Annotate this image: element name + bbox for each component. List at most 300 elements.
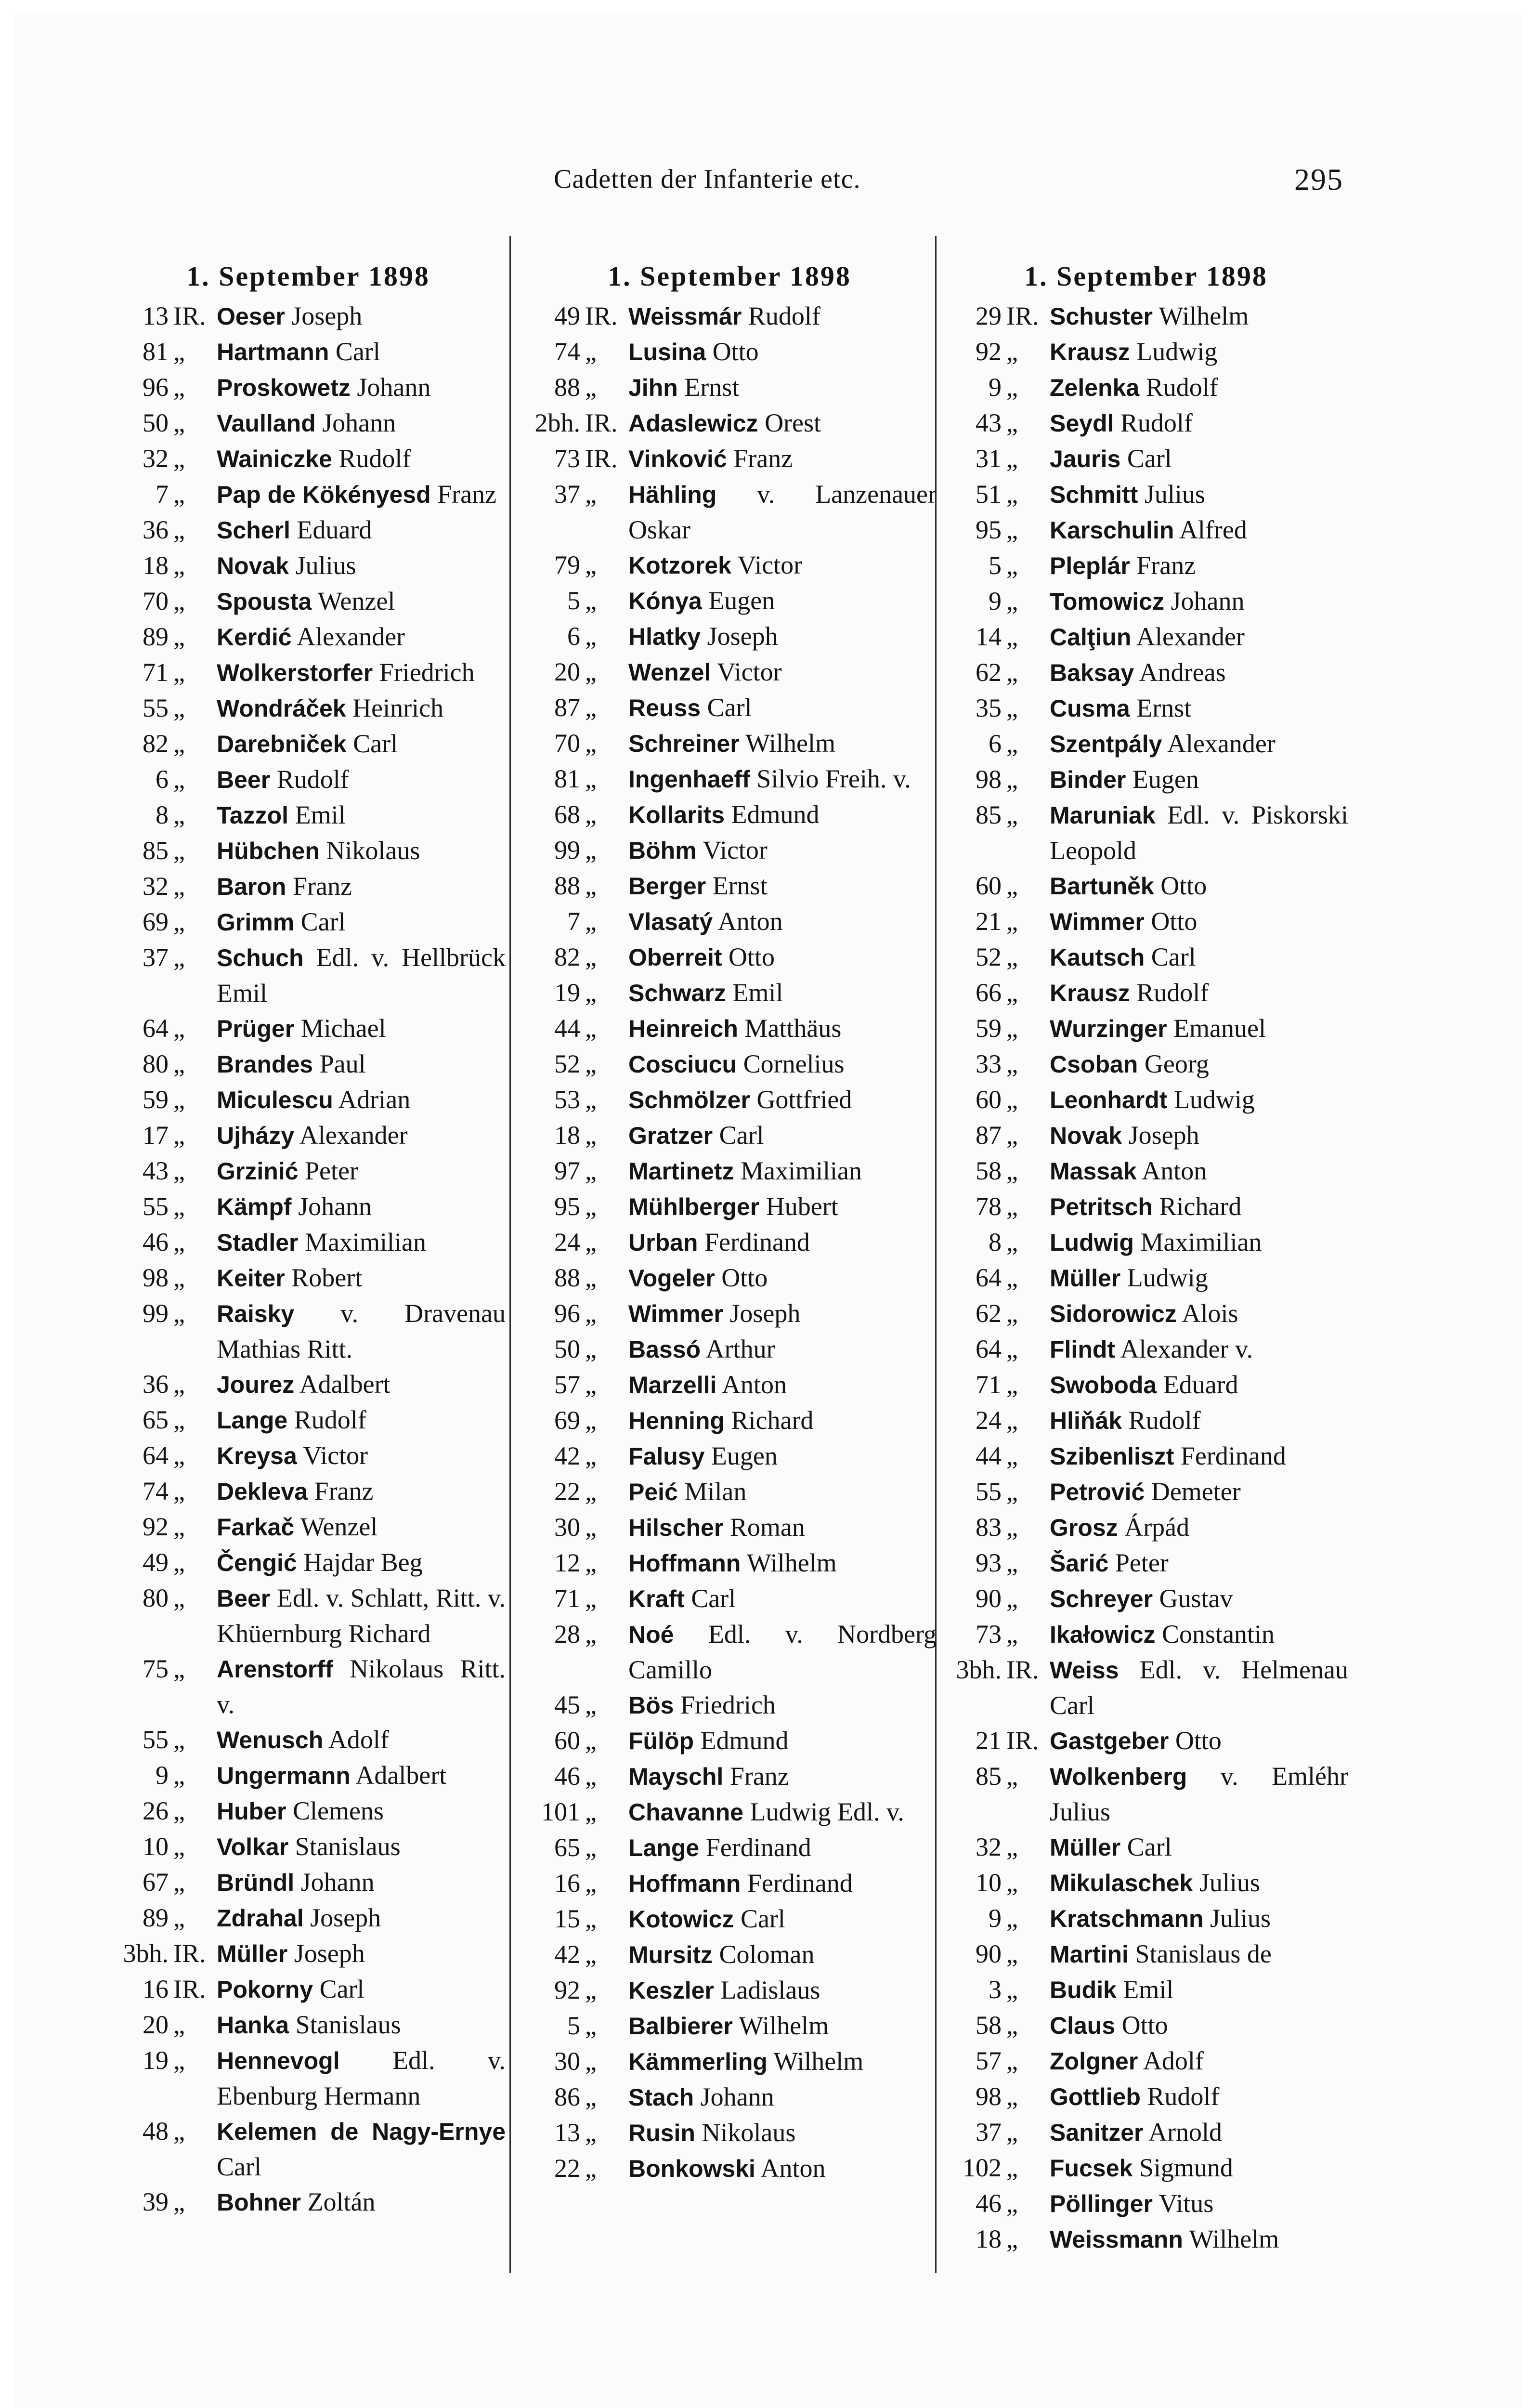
cadet-name [628, 1332, 937, 1367]
cadet-name [628, 1118, 937, 1153]
given-name: Nikolaus Ritt. v. [217, 1654, 506, 1719]
list-item [522, 2044, 937, 2080]
cadet-name [628, 2044, 937, 2080]
list-item [111, 477, 506, 512]
regiment-number: 55 [143, 1192, 169, 1221]
given-name: Adolf [328, 1725, 389, 1754]
unit-type: „ [173, 800, 185, 829]
unit-type: „ [585, 1192, 597, 1221]
regiment-number: 28 [554, 1620, 580, 1649]
given-name: Otto [712, 337, 759, 366]
unit-type: „ [585, 1228, 597, 1256]
list-item [111, 1189, 506, 1225]
space [1117, 1975, 1123, 2004]
cadet-name [217, 370, 506, 406]
surname: Volkar [217, 1833, 289, 1860]
surname: Ungermann [217, 1762, 351, 1789]
cadet-name [217, 2114, 506, 2185]
space [288, 800, 295, 829]
cadet-name [217, 1651, 506, 1722]
given-name: Julius [1144, 480, 1205, 509]
regiment-number: 98 [143, 1263, 169, 1292]
unit-type: „ [585, 1406, 597, 1435]
surname: Mayschl [628, 1763, 724, 1790]
surname: Jihn [628, 374, 678, 401]
regiment-number: 16 [554, 1869, 580, 1898]
unit-type: „ [1006, 694, 1018, 722]
space [1129, 1939, 1135, 1968]
given-name: Johann [298, 1192, 372, 1221]
cadet-name [217, 1047, 506, 1082]
regiment-number: 32 [143, 872, 169, 901]
regiment-number: 45 [554, 1690, 580, 1719]
unit-type: „ [173, 1796, 185, 1825]
regiment-number: 46 [554, 1762, 580, 1791]
regiment-number: 46 [976, 2189, 1002, 2218]
surname: Wondráček [217, 695, 346, 722]
given-name: Wilhelm [1189, 2225, 1279, 2253]
unit-type: „ [585, 1726, 597, 1755]
space [697, 836, 703, 864]
space [1120, 1263, 1127, 1292]
list-item [522, 299, 937, 334]
unit-type: „ [1006, 1406, 1018, 1435]
given-name: Heinrich [352, 694, 444, 722]
surname: Grimm [217, 909, 295, 936]
regiment-number: 20 [554, 657, 580, 686]
space [678, 1477, 685, 1506]
unit-type: „ [173, 515, 185, 544]
unit-type: „ [173, 1761, 185, 1790]
surname: Bohner [217, 2189, 301, 2216]
cadet-name [217, 833, 506, 869]
regiment-number: 7 [567, 907, 580, 936]
given-name: Ferdinand [1180, 1441, 1286, 1470]
cadet-name [1050, 1937, 1348, 1972]
unit-type: „ [1006, 871, 1018, 900]
unit-type: „ [173, 872, 185, 901]
list-item [944, 975, 1348, 1011]
surname: Martini [1050, 1941, 1129, 1968]
cadet-name [1050, 1403, 1348, 1439]
unit-type: „ [585, 2118, 597, 2147]
given-name: Gottfried [756, 1085, 852, 1114]
given-name: Rudolf [338, 444, 411, 473]
list-item [111, 1758, 506, 1793]
list-item [522, 1937, 937, 1973]
list-item [111, 2043, 506, 2114]
cadet-name [217, 1296, 506, 1367]
space [290, 515, 297, 544]
cadet-name [628, 797, 937, 833]
surname: Heinreich [628, 1015, 738, 1042]
regiment-number: 59 [143, 1085, 169, 1114]
unit-type: „ [585, 2082, 597, 2111]
surname: Stach [628, 2084, 694, 2111]
given-name: Edl. v. Helmenau Carl [1050, 1655, 1348, 1720]
space [351, 1761, 356, 1790]
surname: Hoffmann [628, 1870, 741, 1897]
space [270, 765, 277, 794]
list-item [111, 1402, 506, 1438]
unit-type: „ [1006, 1975, 1018, 2004]
regiment-number: 52 [554, 1049, 580, 1078]
regiment-number: 73 [554, 444, 580, 473]
list-item [944, 1937, 1348, 1972]
regiment-number: 43 [976, 408, 1002, 437]
regiment-number: 29 [976, 301, 1002, 330]
regiment-number: 6 [567, 622, 580, 651]
regiment-number: 20 [143, 2010, 169, 2039]
given-name: Ludwig [1136, 337, 1218, 366]
list-item [111, 2185, 506, 2220]
given-name: Roman [729, 1513, 805, 1542]
regiment-number: 60 [976, 1085, 1002, 1114]
surname: Schreyer [1050, 1585, 1153, 1612]
cadet-name [628, 1830, 937, 1866]
given-name: Eugen [708, 586, 775, 615]
list-item [944, 512, 1348, 548]
given-name: Otto [1175, 1726, 1222, 1755]
given-name: Clemens [292, 1796, 384, 1825]
list-item [111, 1438, 506, 1474]
given-name: Maximilian [740, 1156, 862, 1185]
space [713, 1121, 719, 1150]
unit-type: IR. [585, 301, 618, 330]
cadet-name [1050, 370, 1348, 406]
given-name: Rudolf [748, 301, 820, 330]
space [1144, 2118, 1149, 2146]
cadet-name [217, 299, 506, 334]
regiment-number: 52 [976, 942, 1002, 971]
cadet-name [628, 2151, 937, 2186]
list-item [522, 583, 937, 619]
space [332, 444, 339, 473]
surname: Beer [217, 766, 271, 793]
space [1164, 587, 1171, 615]
cadet-name [628, 1403, 937, 1439]
given-name: Nikolaus [702, 2118, 796, 2147]
regiment-number: 44 [554, 1014, 580, 1043]
surname: Brandes [217, 1051, 313, 1078]
unit-type: „ [585, 586, 597, 615]
given-name: Gustav [1159, 1584, 1233, 1613]
cadet-name [217, 1793, 506, 1829]
unit-type: „ [1006, 1548, 1018, 1577]
surname: Müller [1050, 1834, 1121, 1861]
unit-type: „ [173, 622, 185, 651]
space [694, 1726, 701, 1755]
list-item [522, 833, 937, 868]
regiment-number: 33 [976, 1049, 1002, 1078]
list-item [944, 1759, 1348, 1830]
cadet-name [628, 2080, 937, 2115]
surname: Krausz [1050, 980, 1130, 1007]
regiment-number: 102 [963, 2153, 1002, 2182]
unit-type: „ [173, 1121, 185, 1150]
space [1174, 1441, 1181, 1470]
unit-type: „ [1006, 1620, 1018, 1649]
given-name: Árpád [1124, 1513, 1190, 1542]
cadet-name [628, 1189, 937, 1225]
given-name: Wilhelm [773, 2047, 864, 2076]
list-item [944, 1403, 1348, 1439]
given-name: Maximilian [1140, 1228, 1262, 1256]
given-name: Ernst [684, 373, 740, 402]
regiment-number: 9 [989, 373, 1002, 402]
space [323, 1725, 328, 1754]
given-name: Maximilian [305, 1228, 426, 1256]
regiment-number: 30 [554, 2047, 580, 2076]
given-name: Otto [1151, 907, 1198, 936]
given-name: Ferdinand [747, 1869, 853, 1898]
regiment-number: 69 [143, 907, 169, 936]
cadet-name [1050, 762, 1348, 798]
unit-type: „ [173, 1441, 185, 1470]
regiment-number: 50 [554, 1335, 580, 1363]
given-name: Vitus [1159, 2189, 1214, 2218]
column-2 [522, 260, 937, 2244]
cadet-name [1050, 868, 1348, 904]
regiment-number: 18 [554, 1121, 580, 1150]
regiment-number: 5 [989, 551, 1002, 580]
unit-type: „ [1006, 1192, 1018, 1221]
unit-type: „ [1006, 1228, 1018, 1256]
list-item [111, 406, 506, 441]
cadet-name [1050, 334, 1348, 370]
unit-type: „ [585, 1548, 597, 1577]
unit-type: „ [173, 729, 185, 758]
space [347, 729, 353, 758]
unit-type: „ [585, 1584, 597, 1613]
cadet-name [217, 1118, 506, 1153]
unit-type: „ [173, 480, 185, 509]
unit-type: „ [585, 800, 597, 829]
space [713, 1940, 719, 1969]
space [702, 586, 709, 615]
regiment-number: 80 [143, 1584, 169, 1612]
space [1167, 1085, 1174, 1114]
unit-type: IR. [173, 1975, 206, 2003]
list-item [111, 1474, 506, 1509]
unit-type: „ [173, 658, 185, 687]
regiment-number: 64 [143, 1014, 169, 1043]
unit-type: „ [585, 1299, 597, 1328]
space [758, 408, 765, 437]
regiment-number: 43 [143, 1156, 169, 1185]
unit-type: „ [585, 622, 597, 651]
list-item [111, 548, 506, 584]
space [340, 2046, 392, 2075]
unit-type: „ [1006, 444, 1018, 473]
space [301, 2187, 308, 2216]
given-name: Franz [729, 1762, 789, 1791]
surname: Vogeler [628, 1265, 715, 1292]
space [1183, 2225, 1189, 2253]
regiment-number: 5 [567, 2011, 580, 2040]
list-item [944, 691, 1348, 726]
list-item [944, 370, 1348, 406]
cadet-name [628, 940, 937, 975]
regiment-number: 79 [554, 550, 580, 579]
list-item [522, 1296, 937, 1332]
space [287, 1405, 294, 1434]
surname: Prüger [217, 1015, 295, 1042]
given-name: Carl [740, 1904, 785, 1933]
space [286, 1796, 293, 1825]
list-item [522, 1225, 937, 1260]
regiment-number: 32 [143, 444, 169, 473]
given-name: Adalbert [355, 1761, 447, 1790]
list-item [111, 1011, 506, 1047]
surname: Kämmerling [628, 2048, 768, 2075]
cadet-name [628, 548, 937, 583]
list-item [522, 2008, 937, 2044]
cadet-name [1050, 1011, 1348, 1047]
space [294, 907, 301, 936]
regiment-number: 9 [989, 587, 1002, 615]
regiment-number: 88 [554, 373, 580, 402]
list-item [111, 512, 506, 548]
regiment-number: 74 [143, 1477, 169, 1505]
regiment-number: 10 [976, 1868, 1002, 1897]
cadet-name [628, 833, 937, 868]
surname: Gottlieb [1050, 2083, 1141, 2110]
list-item [944, 798, 1348, 868]
surname: Fucsek [1050, 2155, 1133, 2182]
list-item [111, 1829, 506, 1865]
surname: Adaslewicz [628, 410, 758, 437]
regiment-number: 92 [554, 1976, 580, 2004]
given-name: Demeter [1151, 1477, 1241, 1506]
cadet-name [1050, 798, 1348, 868]
surname: Čengić [217, 1549, 297, 1576]
space [297, 1441, 303, 1470]
space [740, 729, 746, 758]
regiment-number: 69 [554, 1406, 580, 1435]
unit-type: „ [173, 1512, 185, 1541]
given-name: Victor [703, 836, 768, 864]
given-name: Alfred [1179, 515, 1247, 544]
list-item [111, 2007, 506, 2043]
surname: Karschulin [1050, 517, 1174, 544]
cadet-name [1050, 1865, 1348, 1901]
given-name: Franz [314, 1477, 374, 1505]
space [1145, 942, 1151, 971]
cadet-name [628, 1617, 937, 1688]
regiment-number: 59 [976, 1014, 1002, 1043]
given-name: Emil [1123, 1975, 1174, 2004]
space [1122, 1121, 1129, 1150]
list-item [111, 1581, 506, 1651]
unit-type: „ [1006, 978, 1018, 1007]
given-name: Silvio Freih. v. [756, 764, 911, 793]
space [286, 872, 293, 901]
given-name: Hubert [766, 1192, 838, 1221]
cadet-name [628, 1260, 937, 1296]
given-name: Constantin [1162, 1620, 1275, 1649]
space [714, 1976, 721, 2004]
surname: Lange [217, 1407, 288, 1434]
regiment-number: 3bh. [123, 1939, 169, 1968]
surname: Calţiun [1050, 624, 1132, 651]
space [270, 1584, 277, 1612]
surname: Miculescu [217, 1086, 333, 1113]
list-item [944, 1296, 1348, 1332]
surname: Kautsch [1050, 944, 1145, 971]
given-name: Anton [721, 1370, 787, 1399]
cadet-name [1050, 1901, 1348, 1937]
regiment-number: 50 [143, 408, 169, 437]
list-item [111, 1545, 506, 1581]
list-item [944, 1972, 1348, 2008]
cadet-name [628, 1759, 937, 1794]
unit-type: „ [1006, 1513, 1018, 1542]
list-item [944, 2079, 1348, 2115]
given-name: Sigmund [1139, 2153, 1233, 2182]
space [738, 1014, 745, 1043]
regiment-number: 53 [554, 1085, 580, 1114]
list-item [111, 619, 506, 655]
unit-type: „ [1006, 1939, 1018, 1968]
unit-type: „ [1006, 587, 1018, 615]
unit-type: „ [173, 1085, 185, 1114]
given-name: Victor [737, 550, 803, 579]
unit-type: „ [1006, 1762, 1018, 1791]
space [329, 337, 336, 366]
regiment-number: 14 [976, 622, 1002, 651]
given-name: Johann [322, 408, 396, 437]
cadet-name [628, 1474, 937, 1510]
list-item [522, 940, 937, 975]
surname: Wurzinger [1050, 1015, 1167, 1042]
unit-type: „ [173, 836, 185, 865]
surname: Jauris [1050, 445, 1121, 472]
cadet-name [1050, 1652, 1348, 1723]
regiment-number: 60 [554, 1726, 580, 1755]
cadet-name [217, 1722, 506, 1758]
cadet-name [1050, 1581, 1348, 1617]
list-item [944, 2043, 1348, 2079]
regiment-number: 99 [143, 1299, 169, 1328]
space [1187, 1762, 1220, 1791]
list-item [944, 2186, 1348, 2222]
given-name: Otto [1121, 2011, 1168, 2040]
space [1153, 2189, 1159, 2218]
surname: Hilscher [628, 1514, 724, 1541]
space [297, 1548, 304, 1577]
surname: Bonkowski [628, 2155, 755, 2182]
list-item [111, 1296, 506, 1367]
unit-type: „ [173, 1903, 185, 1932]
surname: Weissmár [628, 303, 742, 330]
unit-type: „ [1006, 551, 1018, 580]
given-name: Ernst [712, 871, 768, 900]
surname: Weissmann [1050, 2226, 1183, 2253]
regiment-number: 60 [976, 871, 1002, 900]
space [292, 1192, 299, 1221]
list-item [522, 975, 937, 1011]
regiment-number: 93 [976, 1548, 1002, 1577]
given-name: Andreas [1139, 658, 1226, 687]
surname: Szibenliszt [1050, 1443, 1174, 1470]
cadet-name [1050, 406, 1348, 441]
cadet-name [628, 2115, 937, 2151]
space [711, 657, 717, 686]
cadet-name [628, 761, 937, 797]
unit-type: „ [173, 1832, 185, 1861]
surname: Jourez [217, 1371, 295, 1398]
